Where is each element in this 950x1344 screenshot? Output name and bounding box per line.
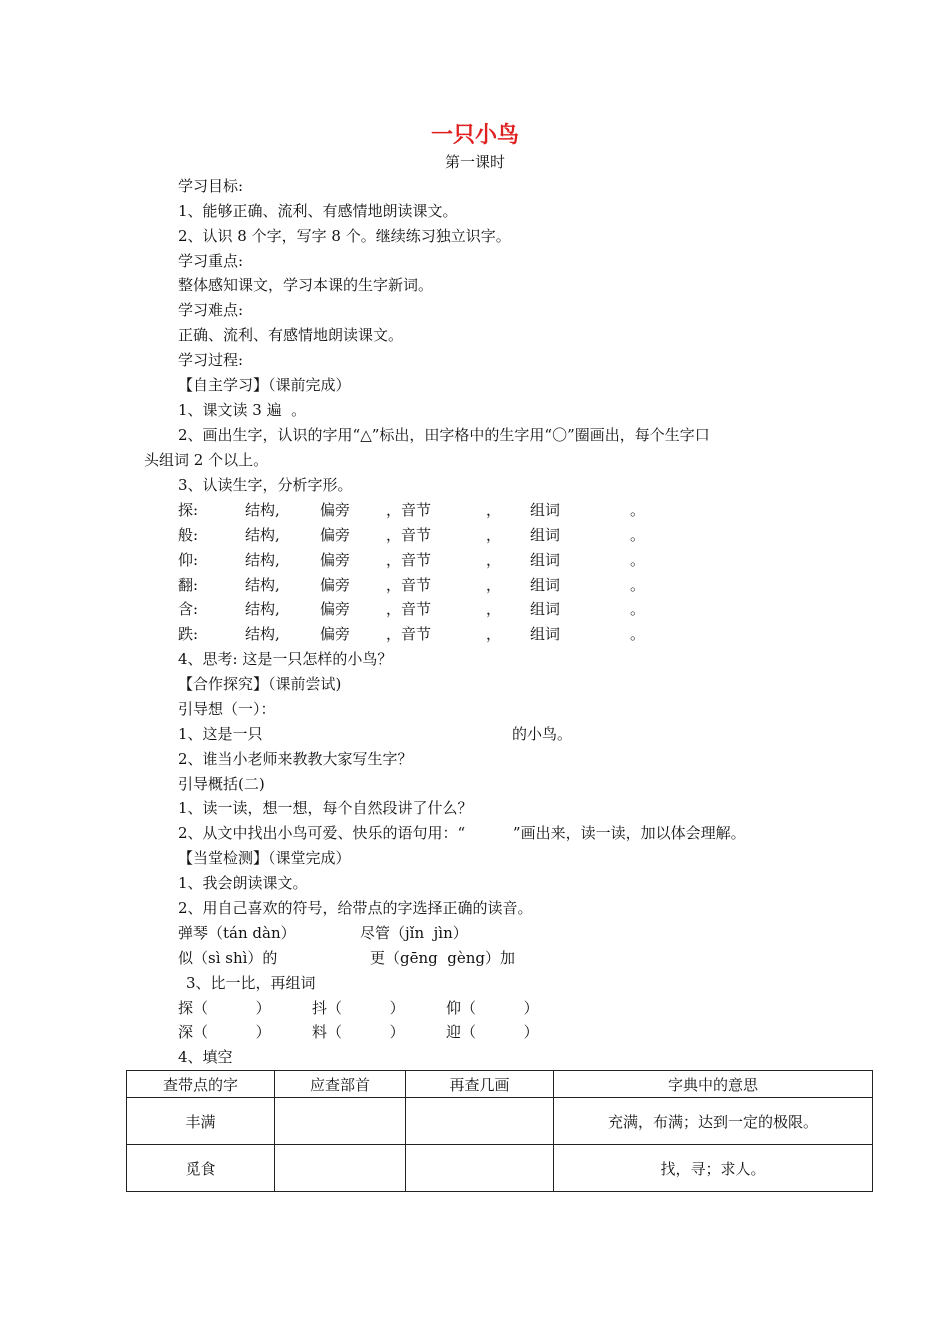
guide-1-q2: 2、谁当小老师来教教大家写生字？ <box>178 750 413 768</box>
radical-label: 偏旁 <box>320 551 351 569</box>
compare-item: 料（ ） <box>312 1023 405 1041</box>
comma: ， <box>486 526 502 544</box>
focus-heading: 学习重点: <box>178 252 244 270</box>
guide-2-q1: 1、读一读，想一想，每个自然段讲了什么？ <box>178 799 473 817</box>
word-label: 组词 <box>530 576 561 594</box>
table-header: 字典中的意思 <box>554 1071 873 1098</box>
syllable-label: ，音节 <box>386 625 432 643</box>
table-header: 应查部首 <box>275 1071 406 1098</box>
check-4: 4、填空 <box>178 1048 233 1066</box>
process-heading: 学习过程: <box>178 351 244 369</box>
focus-text: 整体感知课文，学习本课的生字新词。 <box>178 276 434 294</box>
period: 。 <box>630 625 646 643</box>
syllable-label: ，音节 <box>386 576 432 594</box>
radical-label: 偏旁 <box>320 625 351 643</box>
char-row <box>178 499 698 521</box>
difficulty-text: 正确、流利、有感情地朗读课文。 <box>178 326 404 344</box>
structure-label: 结构, <box>245 600 280 618</box>
comma: ， <box>486 625 502 643</box>
char-row <box>178 574 698 596</box>
table-cell <box>275 1145 406 1192</box>
comma: ， <box>486 501 502 519</box>
char-row <box>178 598 698 620</box>
char-label: 探: <box>178 501 199 519</box>
table-cell: 觅食 <box>127 1145 275 1192</box>
compare-item: 仰（ ） <box>446 999 539 1017</box>
guide-2-q2: 2、从文中找出小鸟可爱、快乐的语句用：“ ”画出来，读一读，加以体会理解。 <box>178 824 746 842</box>
word-label: 组词 <box>530 625 561 643</box>
period: 。 <box>630 576 646 594</box>
goals-heading: 学习目标: <box>178 177 244 195</box>
check-heading: 【当堂检测】（课堂完成） <box>178 849 351 867</box>
check-3: 3、比一比，再组词 <box>186 974 316 992</box>
check-2: 2、用自己喜欢的符号，给带点的字选择正确的读音。 <box>178 899 533 917</box>
period: 。 <box>630 501 646 519</box>
goal-2: 2、认识 8 个字，写字 8 个。继续练习独立识字。 <box>178 227 511 245</box>
compare-item: 抖（ ） <box>312 999 405 1017</box>
table-row <box>127 1145 873 1192</box>
difficulty-heading: 学习难点: <box>178 301 244 319</box>
period: 。 <box>630 551 646 569</box>
radical-label: 偏旁 <box>320 576 351 594</box>
word-label: 组词 <box>530 526 561 544</box>
table-cell <box>406 1145 554 1192</box>
structure-label: 结构, <box>245 501 280 519</box>
period: 。 <box>630 526 646 544</box>
char-label: 翻: <box>178 576 199 594</box>
pron-item: 似（sì shì）的 <box>178 949 278 967</box>
word-label: 组词 <box>530 501 561 519</box>
comma: ， <box>486 600 502 618</box>
guide-1-q1-end: 的小鸟。 <box>512 725 573 743</box>
cooperation-heading: 【合作探究】（课前尝试) <box>178 675 342 693</box>
pron-item: 尽管（jǐn jìn） <box>360 924 468 942</box>
structure-label: 结构, <box>245 576 280 594</box>
table-cell: 丰满 <box>127 1098 275 1145</box>
syllable-label: ，音节 <box>386 551 432 569</box>
check-1: 1、我会朗读课文。 <box>178 874 308 892</box>
syllable-label: ，音节 <box>386 501 432 519</box>
compare-item: 迎（ ） <box>446 1023 539 1041</box>
structure-label: 结构, <box>245 526 280 544</box>
page-title: 一只小鸟 <box>430 123 519 148</box>
guide-1-q1-start: 1、这是一只 <box>178 725 263 743</box>
table-cell <box>275 1098 406 1145</box>
table-cell: 充满，布满；达到一定的极限。 <box>554 1098 873 1145</box>
self-study-heading: 【自主学习】（课前完成） <box>178 376 351 394</box>
compare-item: 深（ ） <box>178 1023 271 1041</box>
table-row <box>127 1098 873 1145</box>
compare-item: 探（ ） <box>178 999 271 1017</box>
comma: ， <box>486 551 502 569</box>
structure-label: 结构, <box>245 551 280 569</box>
table-cell <box>406 1098 554 1145</box>
page-subtitle: 第一课时 <box>444 153 505 171</box>
table-header-row <box>127 1071 873 1098</box>
char-label: 含: <box>178 600 199 618</box>
radical-label: 偏旁 <box>320 526 351 544</box>
char-label: 仰: <box>178 551 199 569</box>
structure-label: 结构, <box>245 625 280 643</box>
comma: ， <box>486 576 502 594</box>
syllable-label: ，音节 <box>386 526 432 544</box>
radical-label: 偏旁 <box>320 501 351 519</box>
syllable-label: ，音节 <box>386 600 432 618</box>
goal-1: 1、能够正确、流利、有感情地朗读课文。 <box>178 202 458 220</box>
self-step-2-cont: 头组词 2 个以上。 <box>144 451 269 469</box>
table-header: 再查几画 <box>406 1071 554 1098</box>
char-row <box>178 623 698 645</box>
char-label: 般: <box>178 526 199 544</box>
table-header: 查带点的字 <box>127 1071 275 1098</box>
pron-item: 更（gēng gèng）加 <box>370 949 516 967</box>
period: 。 <box>630 600 646 618</box>
guide-2-heading: 引导概括(二) <box>178 775 265 793</box>
radical-label: 偏旁 <box>320 600 351 618</box>
char-row <box>178 524 698 546</box>
table-cell: 找，寻；求人。 <box>554 1145 873 1192</box>
self-step-2: 2、画出生字，认识的字用“△”标出，田字格中的生字用“〇”圈画出，每个生字口 <box>178 426 710 444</box>
char-label: 跌: <box>178 625 199 643</box>
word-label: 组词 <box>530 551 561 569</box>
self-step-1: 1、课文读 3 遍 。 <box>178 401 307 419</box>
dictionary-table <box>126 1070 873 1192</box>
self-step-3: 3、认读生字，分析字形。 <box>178 476 353 494</box>
self-step-4: 4、思考: 这是一只怎样的小鸟？ <box>178 650 393 668</box>
word-label: 组词 <box>530 600 561 618</box>
pron-item: 弹琴（tán dàn） <box>178 924 296 942</box>
char-row <box>178 549 698 571</box>
guide-1-heading: 引导想（一）： <box>178 700 276 718</box>
